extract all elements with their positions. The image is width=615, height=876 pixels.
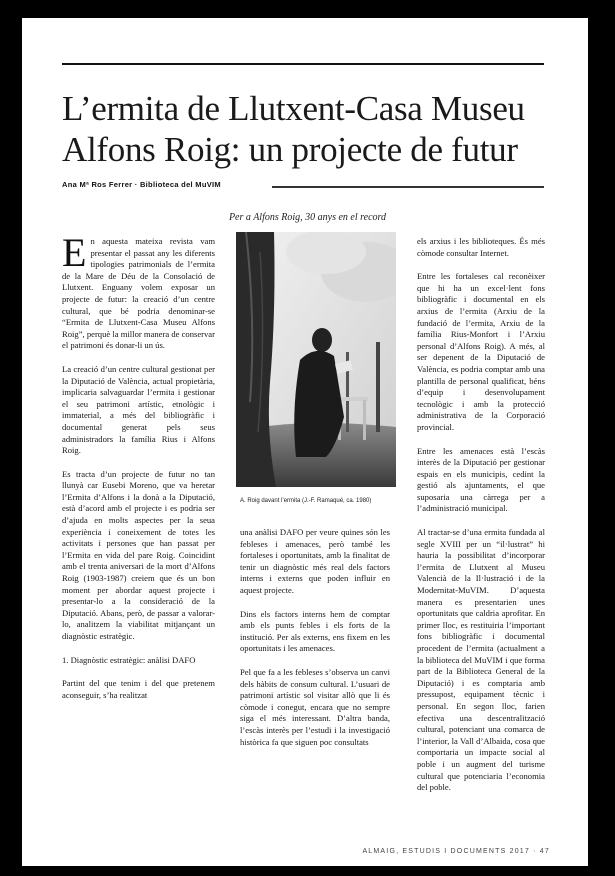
paragraph: els arxius i les biblioteques. És més còmode consultar Internet. xyxy=(417,236,545,258)
scan-border-right xyxy=(588,0,615,876)
paragraph: Al tractar-se d’una ermita fundada al segle XVIII per un “il·lustrat” hi hauria la possibilitat d’incorporar l’ermita de Llutxent al Museu Valencià de la Il·lustració i de la Modernitat-MuVIM. D’aquesta manera es presentarien unes oportunitats que caldria aprofitar. En primer lloc, es restituiria l’important fons bibliogràfic i documental procedent de l’ermita (actualment a la biblioteca del MuVIM i que forma part de la Biblioteca General de la Diputació) i es comptaria amb pressupost, equipament tècnic i personal. En segon lloc, farien efectiva una descentralització cultural, potenciant una comarca de l’interior, la Vall d’Albaida, cosa que comportaria un impacte social al poble i un augment del turisme cultural que potenciaria l’economia del poble. xyxy=(417,527,545,793)
paragraph-text: n aquesta mateixa revista vam presentar el passat any les diferents tipologies patrimonials de l’ermita de la Mare de Déu de la Consolació de Llutxent. Enguany volem exposar un projecte de futur: la creació d’un centre cultural, que bé podria denominar-se “Ermita de Llutxent-Casa Museu Alfons Roig”, perquè la millor manera de conservar el patrimoni és donar-li un ús. xyxy=(62,236,215,351)
paragraph: La creació d’un centre cultural gestionat per la Diputació de València, actual propietària, implicaria salvaguardar l’ermita i gestionar el seu patrimoni artístic, etnològic i immaterial, a més del bibliogràfic i documental generat pels seus administradors la família Rius i Alfons Roig. xyxy=(62,363,215,456)
photo-caption: A. Roig davant l’ermita (J.-F. Ramaqué, ca. 1980) xyxy=(240,498,372,504)
text-column-3 xyxy=(417,236,545,806)
section-heading: 1. Diagnòstic estratègic: anàlisi DAFO xyxy=(62,654,196,665)
text-column-2 xyxy=(240,527,390,760)
paragraph xyxy=(62,230,215,352)
byline-rule xyxy=(272,186,544,188)
paragraph: Entre les fortaleses cal reconèixer que hi ha un excel·lent fons bibliogràfic i documental en els arxius de l’ermita (Arxiu de la fundació de l’ermita, Arxiu de la família Rius-Monfort i l’Arxiu personal d’Alfons Roig). A més, al ser depenent de la Diputació de València, es podria comptar amb una plantilla de personal qualificat, béns d’equip i desenvolupament tecnològic i amb la protecció administrativa de la Corporació provincial. xyxy=(417,271,545,432)
article-title: L’ermita de Llutxent-Casa Museu Alfons Roig: un projecte de futur xyxy=(62,89,525,169)
article-byline: Ana Mª Ros Ferrer · Biblioteca del MuVIM xyxy=(62,180,221,189)
header-rule xyxy=(62,63,544,65)
scan-border-left xyxy=(0,0,22,876)
text-column-1 xyxy=(62,230,215,713)
photo-alfons-roig xyxy=(236,232,396,487)
paragraph: una anàlisi DAFO per veure quines són les febleses i amenaces, però també les fortaleses i oportunitats, amb la finalitat de tenir un diagnòstic més real dels factors interns i externs que poden influir en aquest projecte. xyxy=(240,527,390,595)
drop-cap: E xyxy=(62,230,87,275)
scan-border-bottom xyxy=(0,866,615,876)
paragraph: Partint del que tenim i del que pretenem aconseguir, s’ha realitzat xyxy=(62,678,215,700)
paragraph: Pel que fa a les febleses s’observa un canvi dels hàbits de consum cultural. L’usuari de patrimoni artístic sol visitar allò que li és còmode i conegut, encara que no sempre siga el més interessant. D’altra banda, l’escàs interès per l’estudi i la investigació històrica fa que siguen poc consultats xyxy=(240,666,390,747)
scan-border-top xyxy=(0,0,615,18)
paragraph: Es tracta d’un projecte de futur no tan llunyà car Eusebi Moreno, que va heretar l’Ermita d’Alfons i la donà a la Diputació, està d’acord amb el projecte i es podria ser d’ajuda en molts aspectes per la seua experiència i coneixement de totes les activitats i persones que han passat per l’Ermita en vida del pare Roig. Coincidint amb el trenta aniversari de la mort d’Alfons Roig (1903-1987) creiem que és un bon moment per abordar aquest projecte i presentar-lo a la consideració de la Diputació. Abans, però, de passar a valorar-lo, analitzem la viabilitat mitjançant un diagnòstic estratègic. xyxy=(62,468,215,641)
paragraph: Dins els factors interns hem de comptar amb els punts febles i els forts de la institució. Per als externs, ens fixem en les oportunitats i les amenaces. xyxy=(240,608,390,654)
dedication: Per a Alfons Roig, 30 anys en el record xyxy=(228,212,387,223)
page-footer: ALMAIG, ESTUDIS I DOCUMENTS 2017 · 47 xyxy=(362,848,550,855)
paragraph: Entre les amenaces està l’escàs interès de la Diputació per gestionar espais en els municipis, cedint la gestió als ajuntaments, el que suposaria una càrrega per a l’administració municipal. xyxy=(417,445,545,514)
